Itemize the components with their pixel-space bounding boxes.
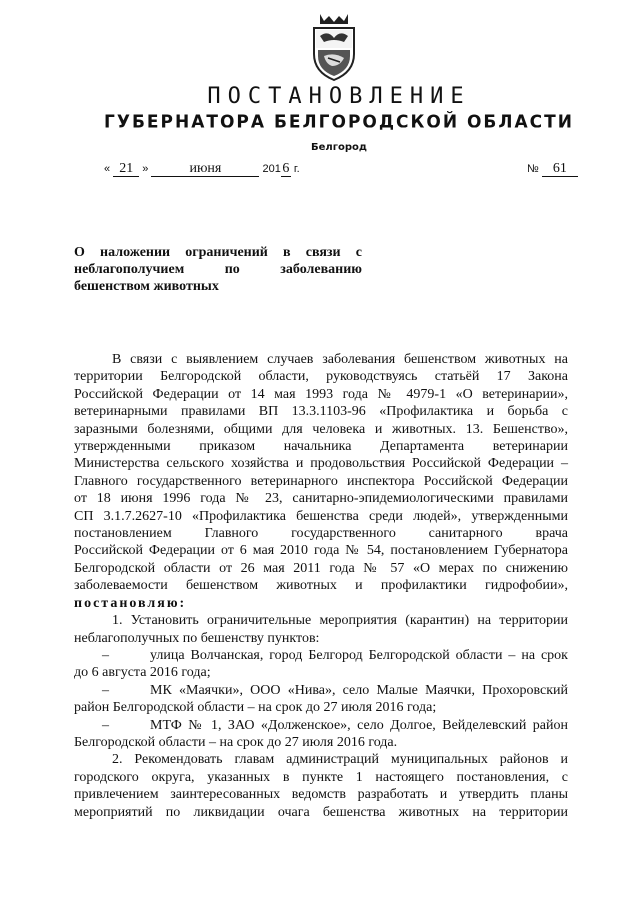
body-line: СП 3.1.7.2627-10 «Профилактика бешенства среди людей», утвержденными [74, 508, 568, 524]
document-body [74, 351, 568, 821]
bullet-2-line [74, 682, 568, 699]
body-line: от 18 июня 1996 года № 23, санитарно-эпидемиологическими правилами [74, 491, 568, 507]
year-suffix: г. [290, 163, 300, 175]
item-2-line: 2. Рекомендовать главам администраций муниципальных районов и [112, 752, 568, 768]
item-1-line: 1. Установить ограничительные мероприятия (карантин) на территории [112, 613, 568, 629]
dash-marker: – [102, 647, 109, 663]
bullet-3-text: МТФ № 1, ЗАО «Долженское», село Долгое, Вейделевский район [150, 717, 568, 733]
document-type-heading: ПОСТАНОВЛЕНИЕ [207, 84, 471, 109]
item-1-line: неблагополучных по бешенству пунктов: [74, 630, 320, 646]
number-line [527, 162, 578, 177]
document-number: 61 [542, 162, 578, 177]
body-line: Министерства сельского хозяйства и продовольствия Российской Федерации – [74, 456, 568, 472]
body-line: утвержденными приказом начальника Департамента ветеринарии [74, 439, 568, 455]
body-line: заболеваемости бешенством животных и профилактики гидрофобии», [74, 578, 568, 594]
year-prefix: 201 [262, 163, 281, 175]
month-value: июня [151, 162, 259, 177]
date-line [104, 162, 300, 177]
number-sign: № [527, 163, 539, 175]
city-label: Белгород [311, 142, 367, 153]
body-line: Главного государственного ветеринарного инспектора Российской Федерации [74, 473, 568, 489]
issuer-heading: ГУБЕРНАТОРА БЕЛГОРОДСКОЙ ОБЛАСТИ [104, 111, 574, 133]
item-2-line: мероприятий по ликвидации очага бешенства животных на территории [74, 804, 568, 820]
body-line: территории Белгородской области, руководствуясь статьёй 17 Закона [74, 369, 568, 385]
day-close-quote: » [142, 163, 149, 175]
body-line: В связи с выявлением случаев заболевания бешенством животных на [112, 352, 568, 367]
bullet-2-text: МК «Маячки», ООО «Нива», село Малые Маячки, Прохоровский [150, 682, 568, 698]
body-line: заразными болезнями, общими для человека и животных. 13. Бешенство», [74, 421, 568, 437]
day-value: 21 [113, 162, 139, 177]
dash-marker: – [102, 717, 109, 733]
body-line: ветеринарными правилами ВП 13.3.1103-96 «Профилактика и борьба с [74, 404, 568, 420]
resolve-word: постановляю: [74, 595, 187, 611]
bullet-2-line: район Белгородской области – на срок до 27 июля 2016 года; [74, 700, 437, 716]
subject-line: неблагополучием по заболеванию [74, 262, 362, 277]
dash-marker: – [102, 682, 109, 698]
bullet-3-line: Белгородской области – на срок до 27 июля 2016 года. [74, 734, 398, 750]
coat-of-arms-emblem [306, 10, 362, 84]
body-line: Российской Федерации от 14 мая 1993 года № 4979-1 «О ветеринарии», [74, 386, 568, 402]
body-line: постановлением Главного государственного санитарного врача [74, 526, 568, 542]
bullet-1-line: до 6 августа 2016 года; [74, 665, 211, 681]
subject-line: О наложении ограничений в связи с [74, 245, 362, 260]
subject-line: бешенством животных [74, 279, 219, 294]
bullet-3-line [74, 717, 568, 734]
item-2-line: городского округа, указанных в пункте 1 настоящего постановления, с [74, 769, 568, 785]
document-subject [74, 244, 362, 295]
body-line: Российской Федерации от 6 мая 2010 года № 54, постановлением Губернатора [74, 543, 568, 559]
day-open-quote: « [104, 163, 111, 175]
bullet-1-text: улица Волчанская, город Белгород Белгородской области – на срок [150, 647, 568, 663]
year-digit: 6 [282, 161, 290, 176]
body-line: Белгородской области от 26 мая 2011 года № 57 «О мерах по снижению [74, 560, 568, 576]
bullet-1-line [74, 647, 568, 664]
item-2-line: привлечением заинтересованных ведомств разработать и утвердить планы [74, 787, 568, 803]
